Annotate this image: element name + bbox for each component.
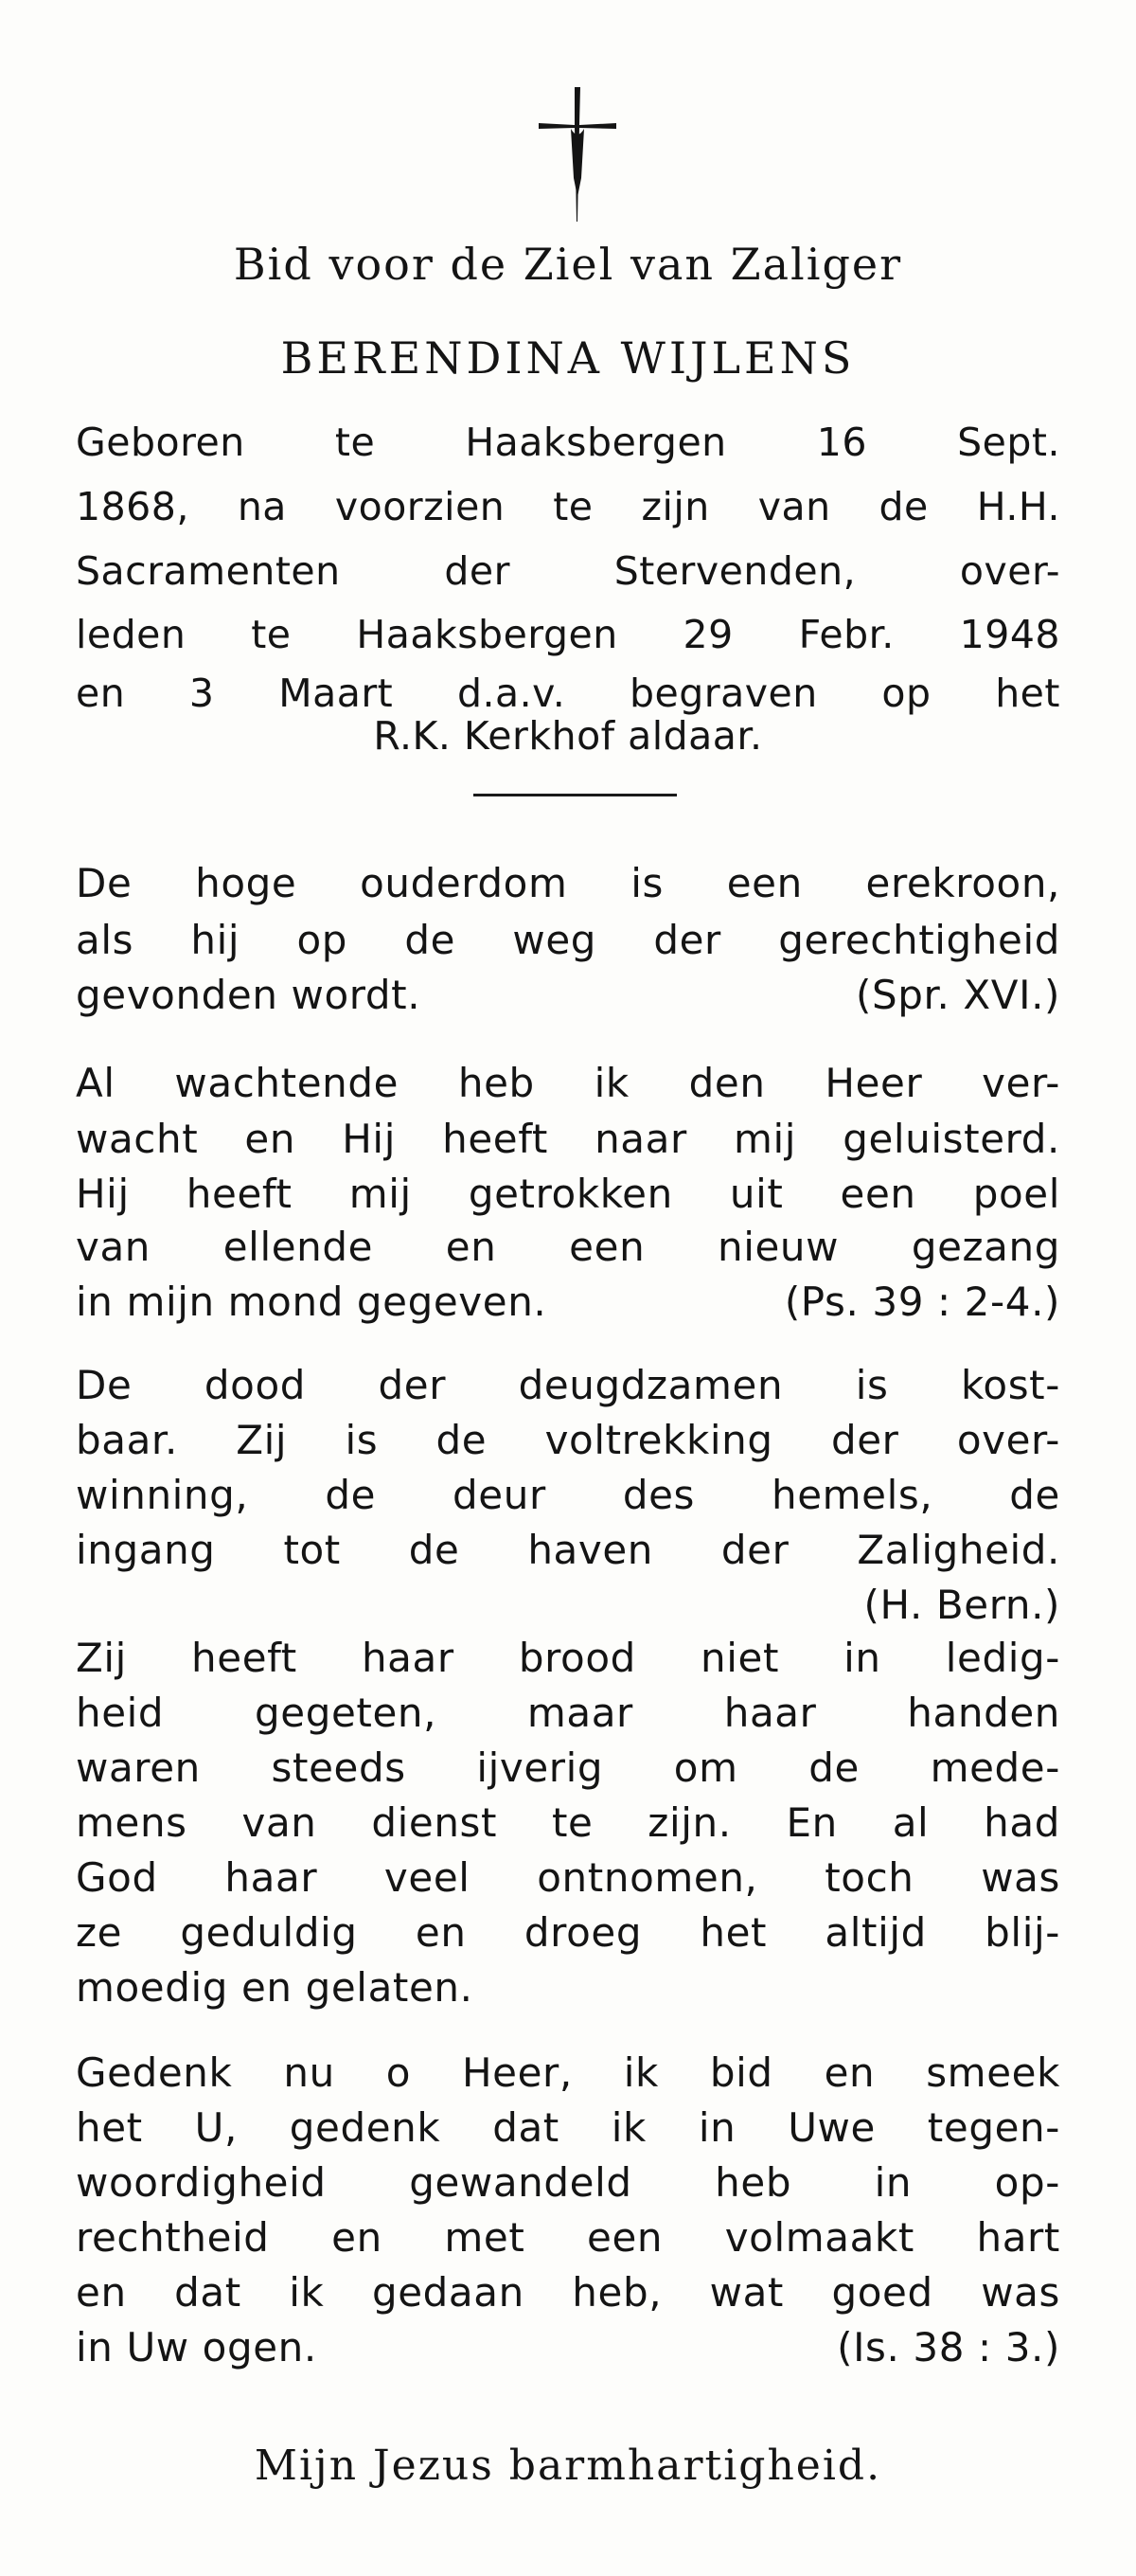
verse-line: rechtheid en met een volmaakt hart	[76, 2214, 1060, 2261]
verse-line: Hij heeft mij getrokken uit een poel	[76, 1171, 1060, 1217]
verse-line: baar. Zij is de voltrekking der over-	[76, 1417, 1060, 1463]
heading: Bid voor de Ziel van Zaliger	[233, 239, 903, 290]
closing-prayer: Mijn Jezus barmhartigheid.	[254, 2442, 882, 2490]
verse-line: De dood der deugdzamen is kost-	[76, 1362, 1060, 1408]
intro-line: Geboren te Haaksbergen 16 Sept.	[76, 420, 1060, 465]
intro-line: en 3 Maart d.a.v. begraven op het	[76, 671, 1060, 716]
verse-line: God haar veel ontnomen, toch was	[76, 1854, 1060, 1901]
intro-line: R.K. Kerkhof aldaar.	[373, 713, 763, 759]
verse-last-line	[76, 2324, 1060, 2370]
verse-line: ze geduldig en droeg het altijd blij-	[76, 1909, 1060, 1956]
verse-line: van ellende en een nieuw gezang	[76, 1224, 1060, 1270]
verse-line: het U, gedenk dat ik in Uwe tegen-	[76, 2104, 1060, 2151]
verse-line: en dat ik gedaan heb, wat goed was	[76, 2269, 1060, 2316]
intro-line: Sacramenten der Stervenden, over-	[76, 548, 1060, 594]
verse-reference: (Spr. XVI.)	[855, 972, 1060, 1018]
verse-text: gevonden wordt.	[76, 972, 421, 1018]
divider	[473, 794, 677, 796]
verse-line: winning, de deur des hemels, de	[76, 1472, 1060, 1518]
verse-reference: (Is. 38 : 3.)	[837, 2324, 1060, 2370]
cross-icon	[535, 83, 620, 225]
intro-line: leden te Haaksbergen 29 Febr. 1948	[76, 612, 1060, 657]
verse-line: als hij op de weg der gerechtigheid	[76, 917, 1060, 963]
verse-line: waren steeds ijverig om de mede-	[76, 1744, 1060, 1791]
verse-line: De hoge ouderdom is een erekroon,	[76, 860, 1060, 906]
intro-line: 1868, na voorzien te zijn van de H.H.	[76, 484, 1060, 529]
verse-text: in mijn mond gegeven.	[76, 1279, 547, 1325]
verse-line: ingang tot de haven der Zaligheid.	[76, 1527, 1060, 1573]
verse-line: Zij heeft haar brood niet in ledig-	[76, 1635, 1060, 1681]
deceased-name: BERENDINA WIJLENS	[280, 332, 856, 384]
verse-last-line	[76, 1279, 1060, 1325]
verse-line: wacht en Hij heeft naar mij geluisterd.	[76, 1116, 1060, 1162]
verse-line: mens van dienst te zijn. En al had	[76, 1799, 1060, 1846]
verse-reference: (Ps. 39 : 2-4.)	[784, 1279, 1060, 1325]
verse-line: woordigheid gewandeld heb in op-	[76, 2159, 1060, 2206]
verse-reference: (H. Bern.)	[863, 1582, 1060, 1628]
verse-line: heid gegeten, maar haar handen	[76, 1690, 1060, 1736]
verse-text: in Uw ogen.	[76, 2324, 317, 2370]
verse-last-line	[76, 972, 1060, 1018]
verse-line: moedig en gelaten.	[76, 1964, 473, 2011]
verse-line: Al wachtende heb ik den Heer ver-	[76, 1060, 1060, 1106]
verse-line: Gedenk nu o Heer, ik bid en smeek	[76, 2049, 1060, 2096]
